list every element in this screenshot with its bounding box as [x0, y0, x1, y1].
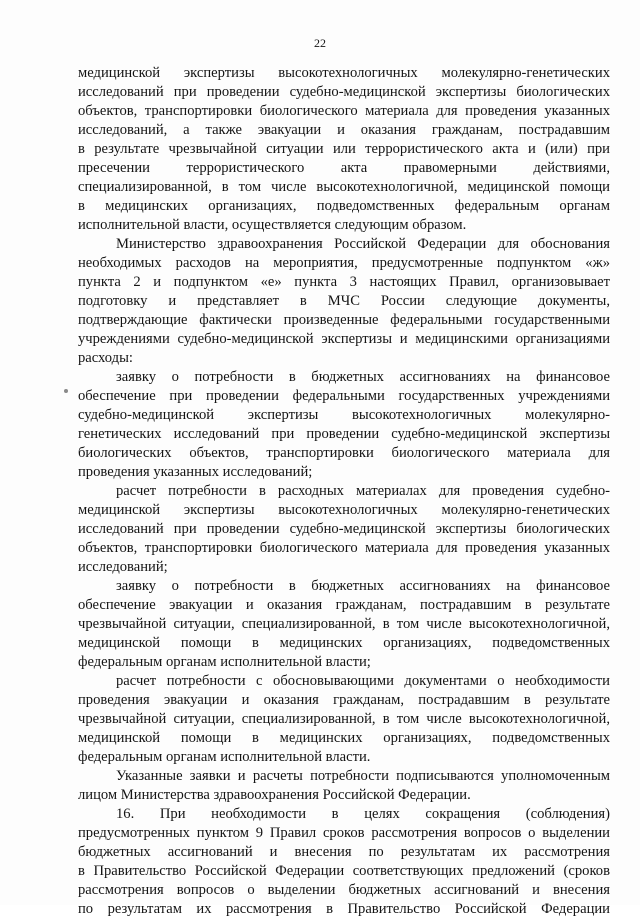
- text-line: учреждениями судебно-медицинской экспертизы и медицинскими организациями: [78, 331, 610, 347]
- text-line: обеспечение эвакуации и оказания гражданам, пострадавшим в результате: [78, 597, 610, 613]
- text-line: расходы:: [78, 350, 133, 366]
- text-line: необходимых расходов на мероприятия, предусмотренные подпунктом «ж»: [78, 255, 610, 271]
- text-line: подтверждающие фактически произведенные федеральными государственными: [78, 312, 610, 328]
- text-line: медицинской помощи в медицинских организациях, подведомственных: [78, 730, 610, 746]
- text-line: объектов, транспортировки биологического материала для проведения указанных: [78, 103, 610, 119]
- text-line: медицинской помощи в медицинских организациях, подведомственных: [78, 635, 610, 651]
- text-line: бюджетных ассигнований и внесения по результатам их рассмотрения: [78, 844, 610, 860]
- text-line: подготовку и представляет в МЧС России следующие документы,: [78, 293, 610, 309]
- text-line: чрезвычайной ситуации, специализированной, в том числе высокотехнологичной,: [78, 711, 610, 727]
- text-line: в медицинских организациях, подведомственных федеральным органам: [78, 198, 610, 214]
- text-line: исследований при проведении судебно-медицинской экспертизы биологических: [78, 84, 610, 100]
- text-line: заявку о потребности в бюджетных ассигнованиях на финансовое: [116, 369, 610, 385]
- text-line: в результате чрезвычайной ситуации или террористического акта и (или) при: [78, 141, 610, 157]
- text-line: медицинской экспертизы высокотехнологичных молекулярно-генетических: [78, 502, 610, 518]
- text-line: исследований при проведении судебно-медицинской экспертизы биологических: [78, 521, 610, 537]
- document-body: [78, 64, 610, 919]
- text-line: федеральным органам исполнительной власти.: [78, 749, 371, 765]
- text-line: исполнительной власти, осуществляется следующим образом.: [78, 217, 467, 233]
- margin-mark: [64, 389, 68, 393]
- text-line: рассмотрения вопросов о выделении бюджетных ассигнований и внесения: [78, 882, 610, 898]
- text-line: в Правительство Российской Федерации соответствующих предложений (сроков: [78, 863, 610, 879]
- text-line: исследований, а также эвакуации и оказания гражданам, пострадавшим: [78, 122, 610, 138]
- text-line: чрезвычайной ситуации, специализированной, в том числе высокотехнологичной,: [78, 616, 610, 632]
- text-line: расчет потребности в расходных материалах для проведения судебно-: [116, 483, 610, 499]
- text-line: пункта 2 и подпунктом «е» пункта 3 настоящих Правил, организовывает: [78, 274, 610, 290]
- text-line: проведения эвакуации и оказания гражданам, пострадавшим в результате: [78, 692, 610, 708]
- text-line: исследований;: [78, 559, 168, 575]
- text-line: по результатам их рассмотрения в Правительство Российской Федерации: [78, 901, 610, 917]
- text-line: обеспечение при проведении федеральными государственных учреждениями: [78, 388, 610, 404]
- text-line: Указанные заявки и расчеты потребности подписываются уполномоченным: [116, 768, 610, 784]
- text-line: судебно-медицинской экспертизы высокотехнологичных молекулярно-: [78, 407, 610, 423]
- text-line: расчет потребности с обосновывающими документами о необходимости: [116, 673, 610, 689]
- text-line: лицом Министерства здравоохранения Российской Федерации.: [78, 787, 471, 803]
- text-line: проведения указанных исследований;: [78, 464, 313, 480]
- text-line: заявку о потребности в бюджетных ассигнованиях на финансовое: [116, 578, 610, 594]
- text-line: предусмотренных пунктом 9 Правил сроков рассмотрения вопросов о выделении: [78, 825, 610, 841]
- text-line: 16. При необходимости в целях сокращения (соблюдения): [116, 806, 610, 822]
- text-line: специализированной, в том числе высокотехнологичной, медицинской помощи: [78, 179, 610, 195]
- text-line: федеральным органам исполнительной власти;: [78, 654, 371, 670]
- text-line: генетических исследований при проведении судебно-медицинской экспертизы: [78, 426, 610, 442]
- text-line: объектов, транспортировки биологического материала для проведения указанных: [78, 540, 610, 556]
- text-line: Министерство здравоохранения Российской Федерации для обоснования: [116, 236, 610, 252]
- text-line: пресечении террористического акта правомерными действиями,: [78, 160, 610, 176]
- page-number: 22: [314, 36, 326, 50]
- text-line: биологических объектов, транспортировки биологического материала для: [78, 445, 610, 461]
- text-line: медицинской экспертизы высокотехнологичных молекулярно-генетических: [78, 65, 610, 81]
